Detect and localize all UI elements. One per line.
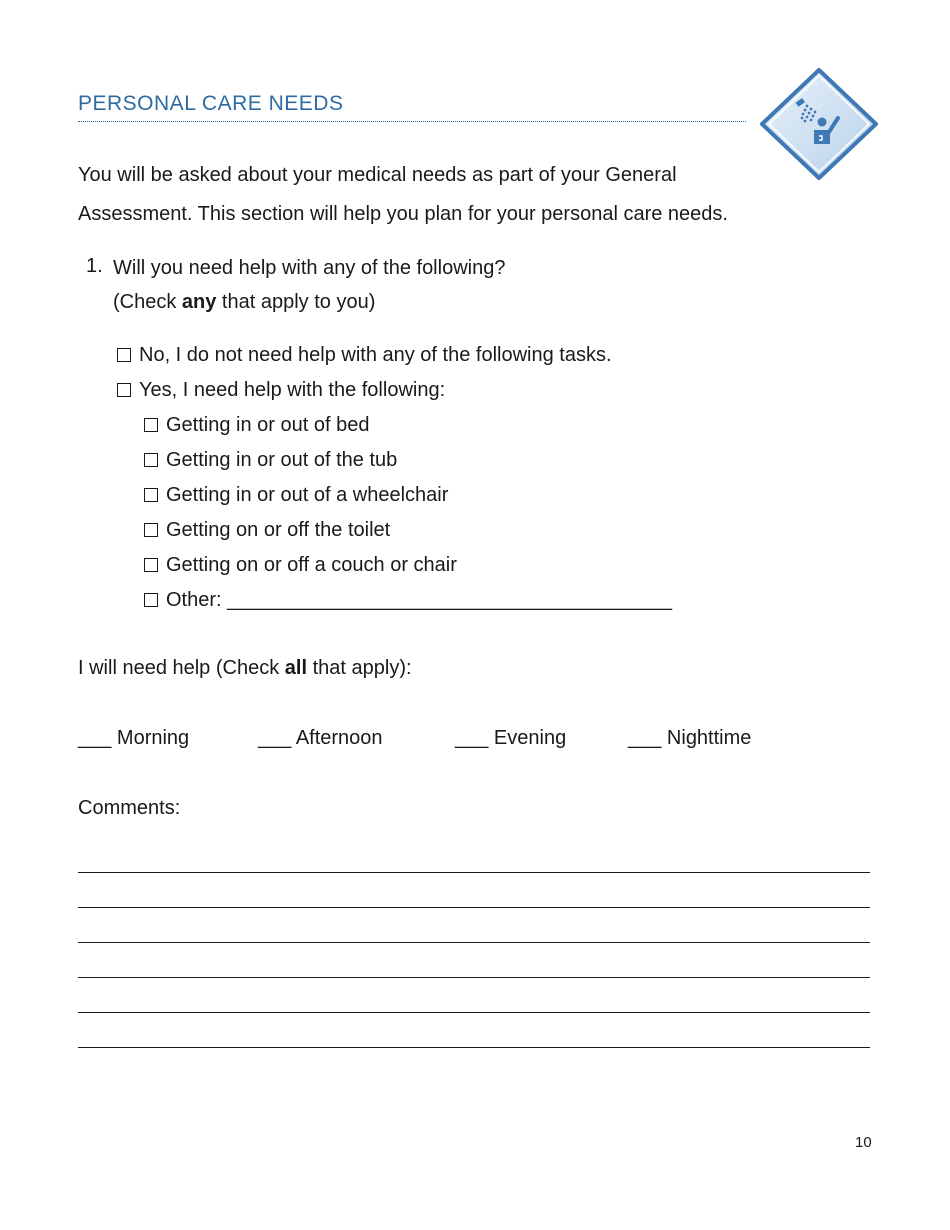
question-text: Will you need help with any of the following? xyxy=(113,257,506,279)
comment-line[interactable] xyxy=(78,978,870,1013)
intro-paragraph xyxy=(78,156,878,234)
option-tub[interactable] xyxy=(144,447,397,473)
option-no-help-label: No, I do not need help with any of the following tasks. xyxy=(139,344,612,366)
checkbox-tub[interactable] xyxy=(144,453,158,467)
page-title: PERSONAL CARE NEEDS xyxy=(78,92,344,115)
comment-line[interactable] xyxy=(78,943,870,978)
question-hint: (Check any that apply to you) xyxy=(113,291,376,313)
timing-prompt: I will need help (Check all that apply): xyxy=(78,657,412,679)
option-wheelchair-label: Getting in or out of a wheelchair xyxy=(166,484,449,506)
option-couch[interactable] xyxy=(144,552,457,578)
comments-field[interactable] xyxy=(78,838,870,1048)
comment-line[interactable] xyxy=(78,1013,870,1048)
option-other-field[interactable]: Other: ________________________________________ xyxy=(166,589,673,611)
checkbox-other[interactable] xyxy=(144,593,158,607)
option-other[interactable] xyxy=(144,587,672,613)
option-wheelchair[interactable] xyxy=(144,482,448,508)
option-couch-label: Getting on or off a couch or chair xyxy=(166,554,457,576)
page-number: 10 xyxy=(855,1134,872,1151)
option-tub-label: Getting in or out of the tub xyxy=(166,449,398,471)
option-no-help[interactable] xyxy=(117,342,612,368)
checkbox-no-help[interactable] xyxy=(117,348,131,362)
option-bed[interactable] xyxy=(144,412,369,438)
timing-afternoon[interactable]: ___ Afternoon xyxy=(258,727,383,749)
checkbox-wheelchair[interactable] xyxy=(144,488,158,502)
comment-line[interactable] xyxy=(78,873,870,908)
timing-nighttime[interactable]: ___ Nighttime xyxy=(628,727,752,749)
comments-label: Comments: xyxy=(78,797,181,819)
intro-line-2: Assessment. This section will help you plan for your personal care needs. xyxy=(78,203,728,225)
checkbox-toilet[interactable] xyxy=(144,523,158,537)
timing-morning[interactable]: ___ Morning xyxy=(78,727,190,749)
comment-line[interactable] xyxy=(78,838,870,873)
intro-line-1: You will be asked about your medical needs as part of your General xyxy=(78,164,677,186)
option-bed-label: Getting in or out of bed xyxy=(166,414,370,436)
option-toilet-label: Getting on or off the toilet xyxy=(166,519,391,541)
option-toilet[interactable] xyxy=(144,517,390,543)
comment-line[interactable] xyxy=(78,908,870,943)
timing-evening[interactable]: ___ Evening xyxy=(455,727,567,749)
title-divider xyxy=(78,121,746,122)
checkbox-couch[interactable] xyxy=(144,558,158,572)
option-yes-help-label: Yes, I need help with the following: xyxy=(139,379,446,401)
option-yes-help[interactable] xyxy=(117,377,445,403)
checkbox-bed[interactable] xyxy=(144,418,158,432)
question-1 xyxy=(113,251,505,319)
question-number: 1. xyxy=(86,255,103,277)
checkbox-yes-help[interactable] xyxy=(117,383,131,397)
